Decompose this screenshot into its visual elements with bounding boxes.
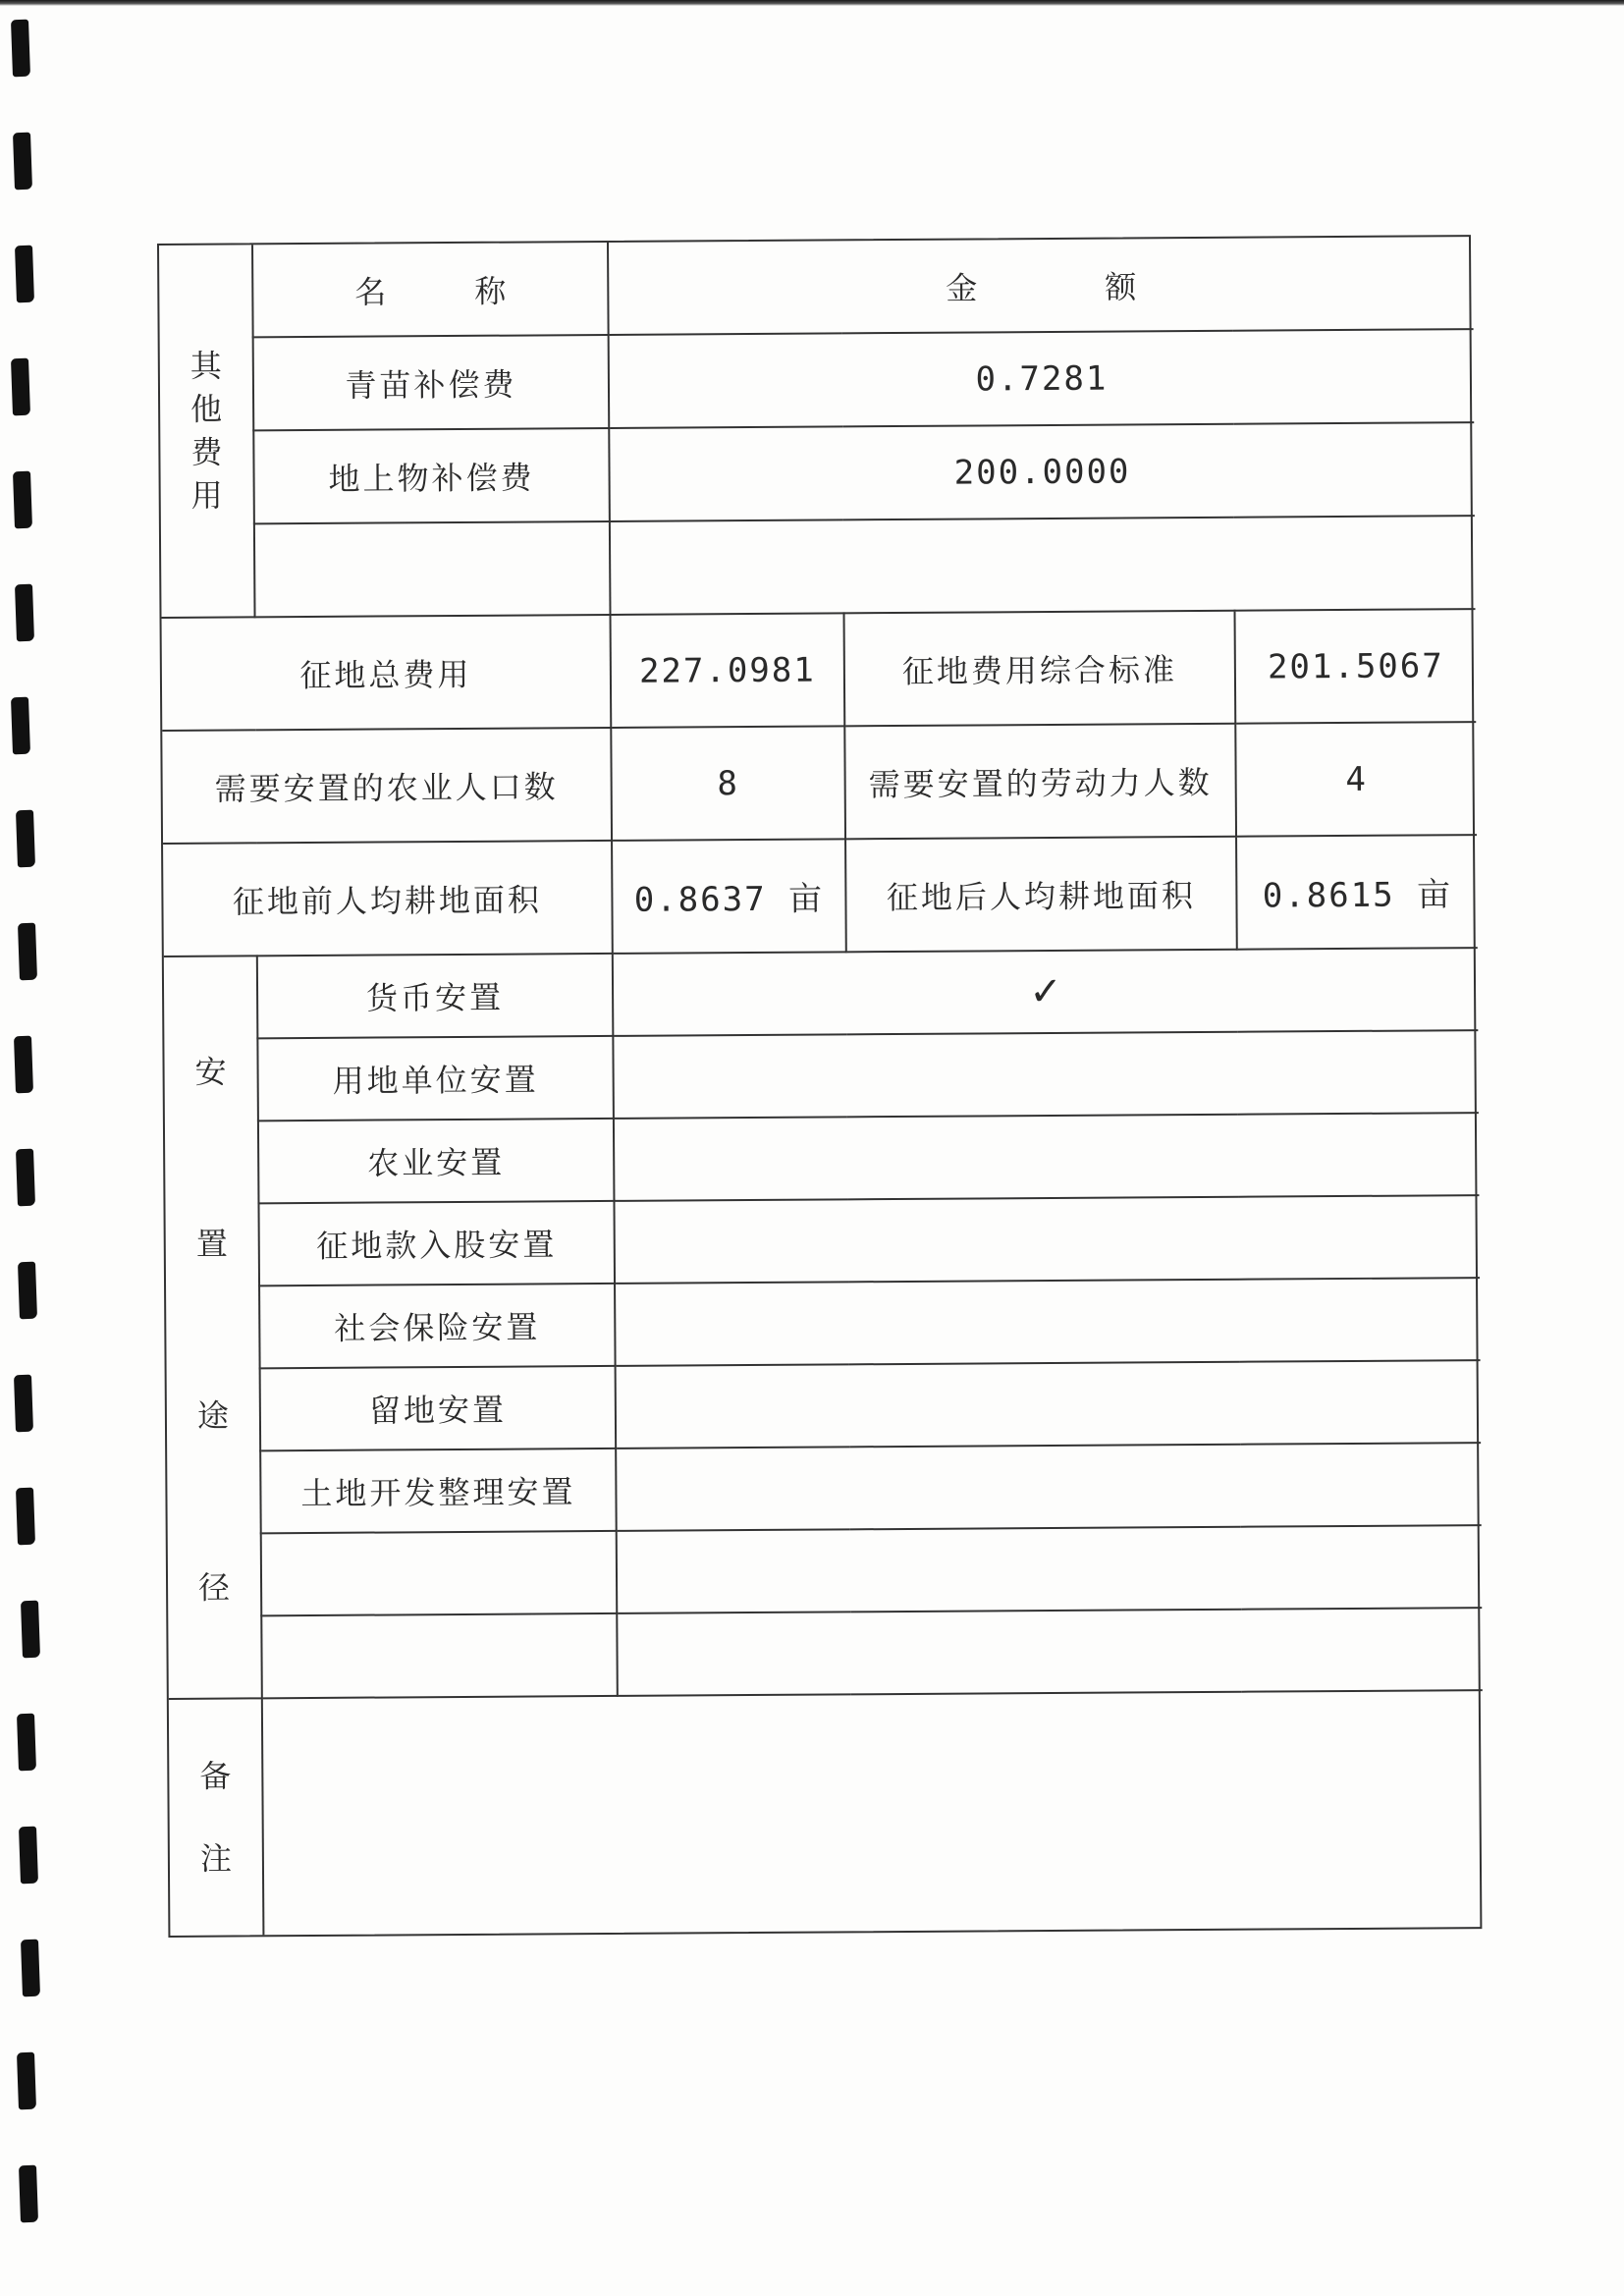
summary-row [162,722,1477,844]
form-table [159,237,1484,1936]
binding-hole-mark [16,1488,35,1546]
scan-top-edge [0,0,1624,6]
summary-label: 征地前人均耕地面积 [163,841,613,957]
resettlement-row [167,1360,1482,1451]
header-name: 名 称 [252,243,609,337]
summary-label: 征地总费用 [162,615,612,731]
fee-name: 青苗补偿费 [253,335,610,430]
remarks-row [169,1690,1485,1936]
binding-hole-mark [14,1036,33,1094]
summary-value: 0.8637 亩 [612,839,846,954]
resettlement-mark [614,1195,1480,1284]
other-fee-row [160,329,1475,431]
binding-hole-mark [19,1827,38,1885]
binding-hole-mark [19,2165,38,2223]
resettlement-method: 用地单位安置 [257,1036,614,1121]
resettlement-method: 征地款入股安置 [258,1201,615,1285]
summary-value: 227.0981 [611,613,845,728]
other-fee-row [160,422,1475,524]
resettlement-mark [614,1113,1480,1201]
remarks-content [262,1690,1485,1935]
binding-hole-mark [18,1262,37,1320]
binding-marks [0,0,49,2296]
summary-label: 需要安置的劳动力人数 [844,724,1236,840]
other-fees-header-row [159,237,1474,338]
summary-value: 4 [1235,722,1477,837]
resettlement-row [165,1195,1480,1286]
summary-label: 征地费用综合标准 [844,611,1236,727]
resettlement-method: 货币安置 [257,954,614,1038]
land-acquisition-fee-form [157,235,1482,1938]
resettlement-method [261,1613,618,1698]
summary-label: 需要安置的农业人口数 [162,728,612,844]
binding-hole-mark [13,471,32,529]
binding-hole-mark [11,20,30,78]
resettlement-row-blank [168,1608,1483,1699]
resettlement-row [164,948,1479,1039]
other-fee-row-blank [161,516,1476,618]
resettlement-method: 社会保险安置 [259,1284,616,1368]
resettlement-row [165,1113,1480,1204]
resettlement-mark [616,1360,1482,1449]
check-mark-icon: ✓ [613,948,1479,1036]
binding-hole-mark [18,923,37,981]
summary-value: 8 [611,726,845,841]
fee-name: 地上物补偿费 [253,428,610,523]
resettlement-section-label: 安 置 途 径 [164,956,262,1699]
resettlement-row [167,1443,1482,1534]
binding-hole-mark [16,1149,35,1207]
resettlement-mark [617,1608,1483,1696]
summary-row [163,835,1478,957]
binding-hole-mark [17,1714,36,1772]
resettlement-mark [613,1030,1479,1119]
resettlement-mark [615,1278,1481,1366]
fee-amount: 0.7281 [609,329,1475,428]
resettlement-mark [616,1443,1482,1531]
binding-hole-mark [11,697,30,755]
resettlement-mark [617,1525,1483,1613]
binding-hole-mark [14,1375,33,1433]
resettlement-method [261,1531,618,1615]
resettlement-row-blank [168,1525,1483,1616]
remarks-section-label: 备 注 [169,1698,264,1936]
fee-amount: 200.0000 [609,422,1475,521]
binding-hole-mark [21,1601,40,1659]
fee-name [254,521,611,617]
resettlement-method: 土地开发整理安置 [260,1449,617,1533]
resettlement-method: 留地安置 [260,1366,617,1450]
header-amount: 金 额 [608,237,1474,335]
binding-hole-mark [17,2052,36,2110]
resettlement-row [166,1278,1481,1369]
fee-amount [610,516,1476,615]
binding-hole-mark [21,1940,40,1997]
other-fees-section-label: 其 他 费 用 [159,245,255,618]
resettlement-method: 农业安置 [258,1119,615,1203]
binding-hole-mark [13,133,32,191]
binding-hole-mark [16,810,35,868]
binding-hole-mark [11,358,30,416]
summary-label: 征地后人均耕地面积 [845,837,1237,953]
binding-hole-mark [15,246,34,303]
summary-row [162,609,1477,731]
summary-value: 201.5067 [1235,609,1477,724]
resettlement-row [164,1030,1479,1121]
binding-hole-mark [15,584,34,642]
summary-value: 0.8615 亩 [1236,835,1478,950]
